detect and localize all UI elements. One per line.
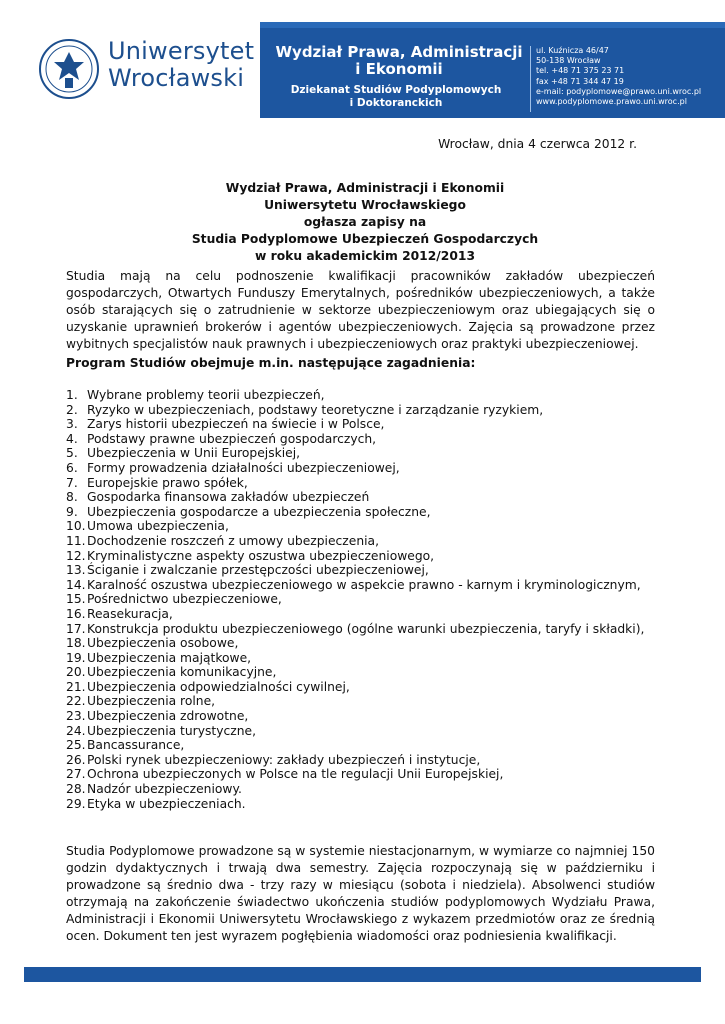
announcement-title (60, 180, 670, 265)
list-item-number: 15. (66, 592, 86, 607)
list-item-text: Podstawy prawne ubezpieczeń gospodarczych, (87, 431, 377, 446)
list-item-number: 17. (66, 621, 86, 636)
list-item-number: 14. (66, 577, 86, 592)
contact-email[interactable]: e-mail: podyplomowe@prawo.uni.wroc.pl (536, 86, 702, 96)
university-name-line2: Wrocławski (108, 64, 245, 92)
dept-name (276, 84, 516, 110)
list-item-number: 3. (66, 417, 78, 432)
list-item (66, 651, 644, 666)
list-item-number: 18. (66, 636, 86, 651)
list-item-text: Ubezpieczenia majątkowe, (87, 650, 252, 665)
list-item-number: 16. (66, 606, 86, 621)
list-item-text: Wybrane problemy teorii ubezpieczeń, (87, 388, 325, 402)
university-seal-icon (38, 38, 100, 100)
list-item-text: Dochodzenie roszczeń z umowy ubezpieczenia, (87, 533, 379, 548)
title-line: w roku akademickim 2012/2013 (254, 249, 476, 263)
list-item (66, 519, 644, 534)
list-item (66, 767, 644, 782)
list-item-number: 26. (66, 752, 86, 767)
faculty-name-line2: i Ekonomii (355, 60, 443, 78)
list-item (66, 432, 644, 447)
list-item-text: Bancassurance, (87, 738, 185, 753)
list-item (66, 417, 644, 432)
letterhead (0, 0, 725, 120)
banner-divider (530, 46, 531, 112)
list-item (66, 738, 644, 753)
footer-bar (24, 967, 701, 982)
list-item-number: 2. (66, 402, 78, 417)
list-item (66, 505, 644, 520)
list-item-text: Ubezpieczenia turystyczne, (87, 723, 256, 738)
banner-stripe (260, 22, 725, 28)
contact-address: ul. Kuźnicza 46/47 (536, 46, 609, 55)
faculty-banner (260, 22, 725, 118)
list-item-number: 27. (66, 767, 86, 782)
list-item-text: Polski rynek ubezpieczeniowy: zakłady ubezpieczeń i instytucje, (87, 752, 481, 767)
list-item-number: 5. (66, 446, 78, 461)
list-item-number: 11. (66, 533, 86, 548)
list-item-text: Ściganie i zwalczanie przestępczości ubezpieczeniowej, (87, 563, 429, 578)
contact-website[interactable]: www.podyplomowe.prawo.uni.wroc.pl (536, 97, 687, 107)
list-item (66, 709, 644, 724)
list-item-number: 1. (66, 388, 78, 402)
list-item-number: 9. (66, 504, 78, 519)
list-item-text: Ochrona ubezpieczonych w Polsce na tle regulacji Unii Europejskiej, (87, 767, 504, 782)
title-line: Uniwersytetu Wrocławskiego (264, 198, 466, 212)
list-item-number: 19. (66, 650, 86, 665)
list-item-text: Zarys historii ubezpieczeń na świecie i w Polsce, (87, 417, 385, 432)
dept-name-line2: i Doktoranckich (349, 97, 443, 109)
list-item (66, 782, 644, 797)
title-line: ogłasza zapisy na (303, 215, 427, 229)
title-line: Studia Podyplomowe Ubezpieczeń Gospodarczych (191, 232, 539, 246)
list-item-number: 10. (66, 519, 86, 534)
program-heading: Program Studiów obejmuje m.in. następujące zagadnienia: (66, 356, 476, 370)
list-item (66, 680, 644, 695)
list-item-text: Ubezpieczenia odpowiedzialności cywilnej, (87, 679, 350, 694)
list-item-number: 6. (66, 460, 78, 475)
list-item (66, 461, 644, 476)
university-name-line1: Uniwersytet (108, 37, 255, 65)
contact-phone: tel. +48 71 375 23 71 (536, 66, 625, 76)
list-item-number: 7. (66, 475, 78, 490)
list-item-number: 20. (66, 665, 86, 680)
list-item-text: Gospodarka finansowa zakładów ubezpieczeń (87, 490, 370, 505)
faculty-name (274, 44, 524, 78)
list-item-text: Kryminalistyczne aspekty oszustwa ubezpieczeniowego, (87, 548, 435, 563)
list-item-text: Karalność oszustwa ubezpieczeniowego w aspekcie prawno - karnym i kryminologicznym, (87, 577, 641, 592)
list-item (66, 446, 644, 461)
list-item-text: Ryzyko w ubezpieczeniach, podstawy teoretyczne i zarządzanie ryzykiem, (87, 402, 544, 417)
list-item-text: Europejskie prawo spółek, (87, 475, 248, 490)
list-item (66, 665, 644, 680)
list-item (66, 797, 644, 812)
list-item (66, 549, 644, 564)
list-item-text: Etyka w ubezpieczeniach. (87, 796, 246, 811)
list-item-text: Ubezpieczenia zdrowotne, (87, 709, 249, 724)
list-item-text: Ubezpieczenia w Unii Europejskiej, (87, 446, 301, 461)
list-item (66, 534, 644, 549)
list-item-text: Reasekuracja, (87, 606, 173, 621)
contact-postcode: 50-138 Wrocław (536, 56, 601, 66)
contact-fax: fax +48 71 344 47 19 (536, 76, 624, 86)
letter-date: Wrocław, dnia 4 czerwca 2012 r. (438, 137, 637, 151)
list-item-number: 13. (66, 563, 86, 578)
list-item-text: Ubezpieczenia rolne, (87, 694, 216, 709)
list-item (66, 490, 644, 505)
list-item-text: Umowa ubezpieczenia, (87, 519, 229, 534)
dept-name-line1: Dziekanat Studiów Podyplomowych (290, 84, 502, 96)
list-item-text: Pośrednictwo ubezpieczeniowe, (87, 592, 282, 607)
list-item (66, 753, 644, 768)
list-item (66, 476, 644, 491)
list-item-number: 12. (66, 548, 86, 563)
list-item (66, 563, 644, 578)
list-item-number: 8. (66, 490, 78, 505)
university-name (108, 38, 254, 92)
list-item (66, 636, 644, 651)
list-item (66, 694, 644, 709)
list-item (66, 622, 644, 637)
topics-list (66, 388, 644, 811)
title-line: Wydział Prawa, Administracji i Ekonomii (225, 181, 505, 195)
list-item (66, 578, 644, 593)
closing-paragraph: Studia Podyplomowe prowadzone są w systemie niestacjonarnym, w wymiarze co najmniej 150 godzin dydaktycznych i trwają dwa semestry. Zajęcia rozpoczynają się w październiku i prowadzone są średnio dwa - trzy razy w miesiącu (sobota i niedziela). Absolwenci studiów otrzymają na zakończenie świadectwo ukończenia studiów podyplomowych Wydziału Prawa, Administracji i Ekonomii Uniwersytetu Wrocławskiego z wykazem przedmiotów oraz ze średnią ocen. Dokument ten jest wyrazem pogłębienia wiadomości oraz podniesienia kwalifikacji. (66, 844, 655, 943)
list-item-number: 4. (66, 431, 78, 446)
list-item-text: Formy prowadzenia działalności ubezpieczeniowej, (87, 460, 400, 475)
list-item (66, 592, 644, 607)
list-item-number: 22. (66, 694, 86, 709)
list-item-text: Nadzór ubezpieczeniowy. (87, 782, 242, 797)
list-item (66, 388, 644, 403)
list-item-number: 28. (66, 782, 86, 797)
list-item (66, 607, 644, 622)
list-item-number: 23. (66, 709, 86, 724)
list-item-text: Ubezpieczenia gospodarcze a ubezpieczenia społeczne, (87, 504, 431, 519)
contact-block (536, 46, 701, 107)
list-item-number: 25. (66, 738, 86, 753)
list-item-text: Ubezpieczenia osobowe, (87, 636, 239, 651)
intro-paragraph: Studia mają na celu podnoszenie kwalifikacji pracowników zakładów ubezpieczeń gospodarczych, Otwartych Funduszy Emerytalnych, pośredników ubezpieczeniowych, a także osób starających się o zatrudnienie w sektorze ubezpieczeniowym oraz ubiegających się o uzyskanie uprawnień brokerów i agentów ubezpieczeniowych. Zajęcia są prowadzone przez wybitnych specjalistów nauk prawnych i ubezpieczeniowych oraz praktyki ubezpieczeniowej. (66, 269, 655, 351)
faculty-name-line1: Wydział Prawa, Administracji (275, 43, 523, 61)
list-item (66, 724, 644, 739)
list-item-number: 29. (66, 796, 86, 811)
list-item-number: 24. (66, 723, 86, 738)
list-item-number: 21. (66, 679, 86, 694)
list-item-text: Ubezpieczenia komunikacyjne, (87, 665, 277, 680)
list-item (66, 403, 644, 418)
list-item-text: Konstrukcja produktu ubezpieczeniowego (ogólne warunki ubezpieczenia, taryfy i składki), (87, 621, 645, 636)
